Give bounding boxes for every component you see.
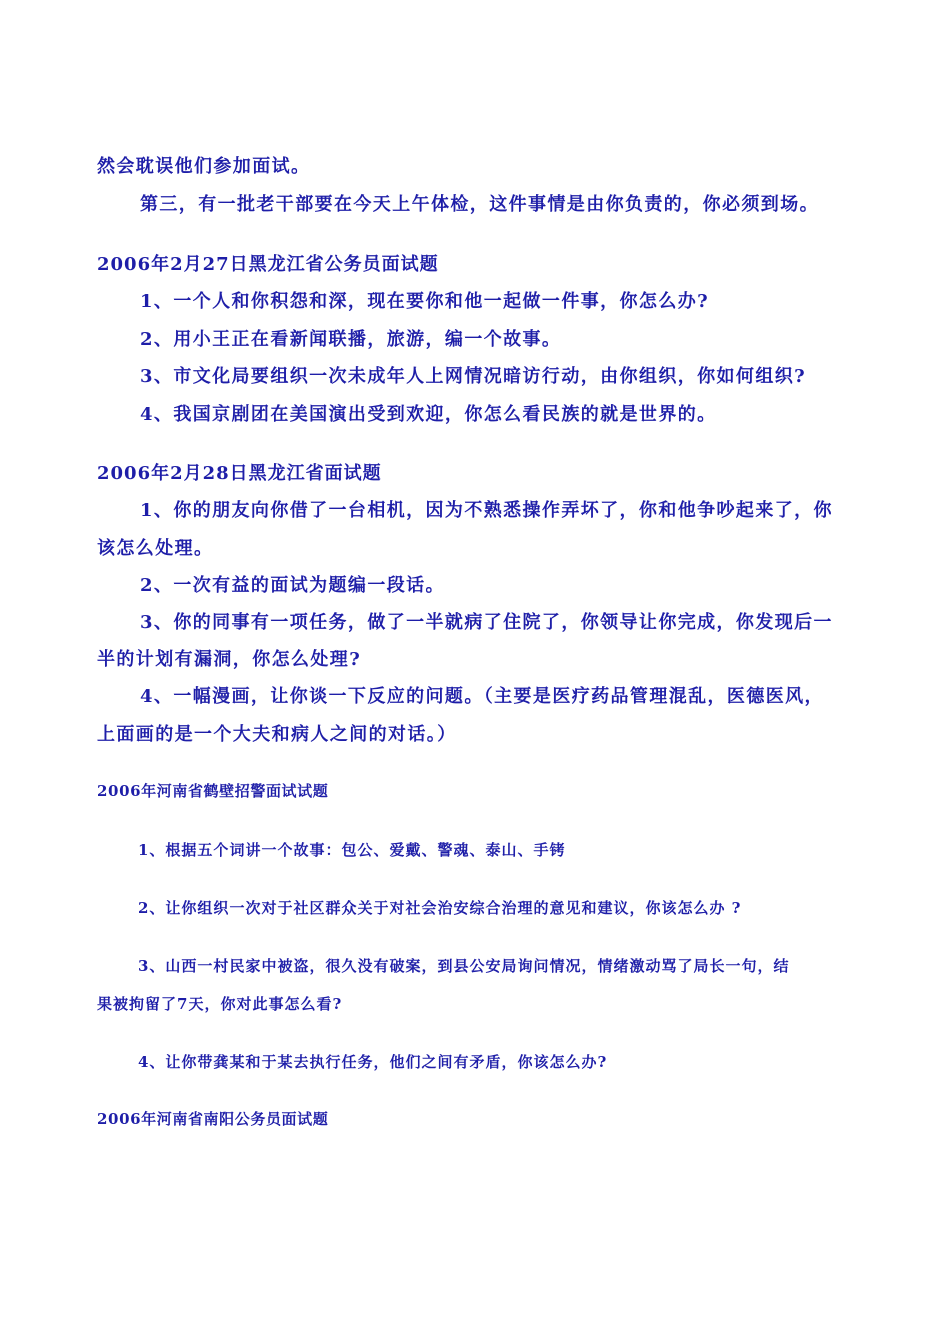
paragraph-line: 第三，有一批老干部要在今天上午体检，这件事情是由你负责的，你必须到场。 [140, 194, 819, 215]
question-line: 4、一幅漫画，让你谈一下反应的问题。（主要是医疗药品管理混乱，医德医风， [140, 686, 824, 707]
question-line: 2、用小王正在看新闻联播，旅游，编一个故事。 [140, 329, 562, 350]
question-line: 4、让你带龚某和于某去执行任务，他们之间有矛盾，你该怎么办? [138, 1053, 608, 1071]
question-line: 2、一次有益的面试为题编一段话。 [140, 575, 445, 596]
question-line: 1、一个人和你积怨和深，现在要你和他一起做一件事，你怎么办? [140, 291, 710, 312]
question-line: 4、我国京剧团在美国演出受到欢迎，你怎么看民族的就是世界的。 [140, 404, 717, 425]
question-line: 半的计划有漏洞，你怎么处理? [97, 649, 362, 670]
question-line: 果被拘留了7天，你对此事怎么看? [97, 995, 343, 1013]
paragraph-line: 然会耽误他们参加面试。 [97, 156, 311, 177]
question-line: 该怎么处理。 [97, 538, 214, 559]
section-heading: 2006年河南省南阳公务员面试题 [97, 1110, 329, 1128]
question-line: 3、市文化局要组织一次未成年人上网情况暗访行动，由你组织，你如何组织? [140, 366, 807, 387]
section-heading: 2006年2月27日黑龙江省公务员面试题 [97, 254, 439, 275]
question-line: 3、你的同事有一项任务，做了一半就病了住院了，你领导让你完成，你发现后一 [140, 612, 833, 633]
question-line: 上面画的是一个大夫和病人之间的对话。） [97, 724, 457, 745]
question-line: 1、你的朋友向你借了一台相机，因为不熟悉操作弄坏了，你和他争吵起来了，你 [140, 500, 833, 521]
question-line: 2、让你组织一次对于社区群众关于对社会治安综合治理的意见和建议，你该怎么办 ? [138, 899, 742, 917]
section-heading: 2006年河南省鹤壁招警面试试题 [97, 782, 329, 800]
question-line: 1、根据五个词讲一个故事：包公、爱戴、警魂、泰山、手铐 [138, 841, 566, 859]
section-heading: 2006年2月28日黑龙江省面试题 [97, 463, 382, 484]
question-line: 3、山西一村民家中被盗，很久没有破案，到县公安局询问情况，情绪激动骂了局长一句，结 [138, 957, 790, 975]
